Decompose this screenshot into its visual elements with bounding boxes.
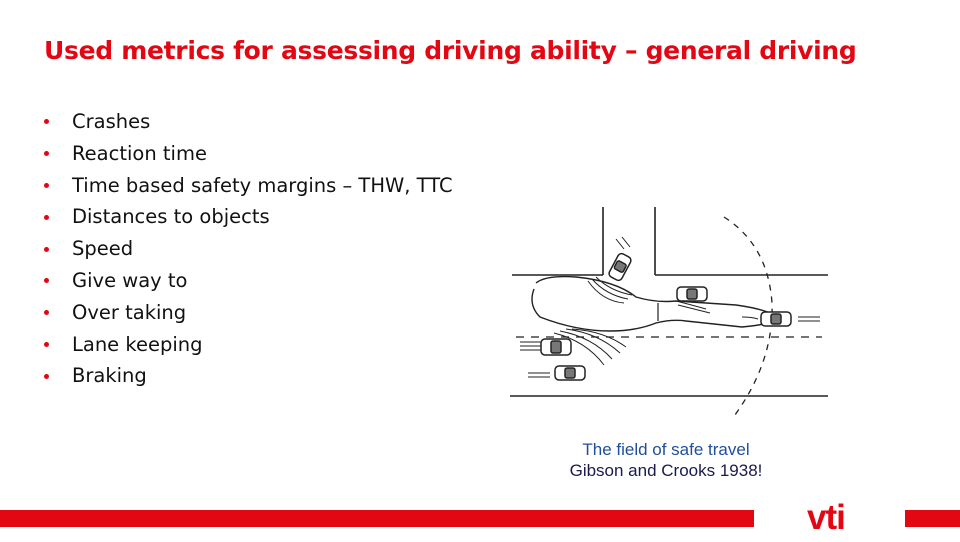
car-icon: [761, 312, 791, 326]
bullet-dot-icon: [44, 374, 49, 379]
car-icon: [555, 366, 585, 380]
bullet-item: Crashes: [44, 106, 453, 138]
caption-line-title: The field of safe travel: [582, 440, 750, 459]
hatch: [588, 281, 624, 303]
hatch: [596, 277, 632, 295]
car-icon: [608, 252, 633, 282]
bullet-dot-icon: [44, 310, 49, 315]
bullet-dot-icon: [44, 215, 49, 220]
bullet-dot-icon: [44, 119, 49, 124]
bullet-item: Time based safety margins – THW, TTC: [44, 170, 453, 202]
motion-lines: [798, 317, 820, 321]
motion-lines: [520, 342, 542, 350]
vti-logo: vti: [807, 498, 845, 537]
bullet-dot-icon: [44, 151, 49, 156]
motion-lines: [528, 373, 550, 377]
field-outline-lower: [532, 289, 774, 331]
figure-caption: [530, 439, 802, 481]
bullet-item: Lane keeping: [44, 329, 453, 361]
motion-lines: [616, 237, 630, 249]
bullet-dot-icon: [44, 342, 49, 347]
bullet-item: Speed: [44, 233, 453, 265]
car-icon: [541, 339, 571, 355]
bullet-item: Give way to: [44, 265, 453, 297]
bullet-item: Distances to objects: [44, 201, 453, 233]
cars: [541, 252, 791, 380]
bullet-list: [44, 106, 453, 392]
bullet-dot-icon: [44, 183, 49, 188]
bullet-dot-icon: [44, 247, 49, 252]
bullet-item: Reaction time: [44, 138, 453, 170]
bullet-item: Over taking: [44, 297, 453, 329]
bullet-dot-icon: [44, 278, 49, 283]
caption-line-citation: Gibson and Crooks 1938!: [569, 461, 763, 480]
car-icon: [677, 287, 707, 301]
slide-title: Used metrics for assessing driving ability – general driving: [44, 36, 857, 65]
field-outline-upper: [536, 277, 774, 315]
bullet-item: Braking: [44, 360, 453, 392]
field-of-safe-travel-drawing: [506, 205, 832, 427]
footer-bar-right: [905, 510, 960, 527]
hatch: [566, 329, 620, 353]
footer-bar-left: [0, 510, 754, 527]
hatch: [742, 317, 758, 319]
